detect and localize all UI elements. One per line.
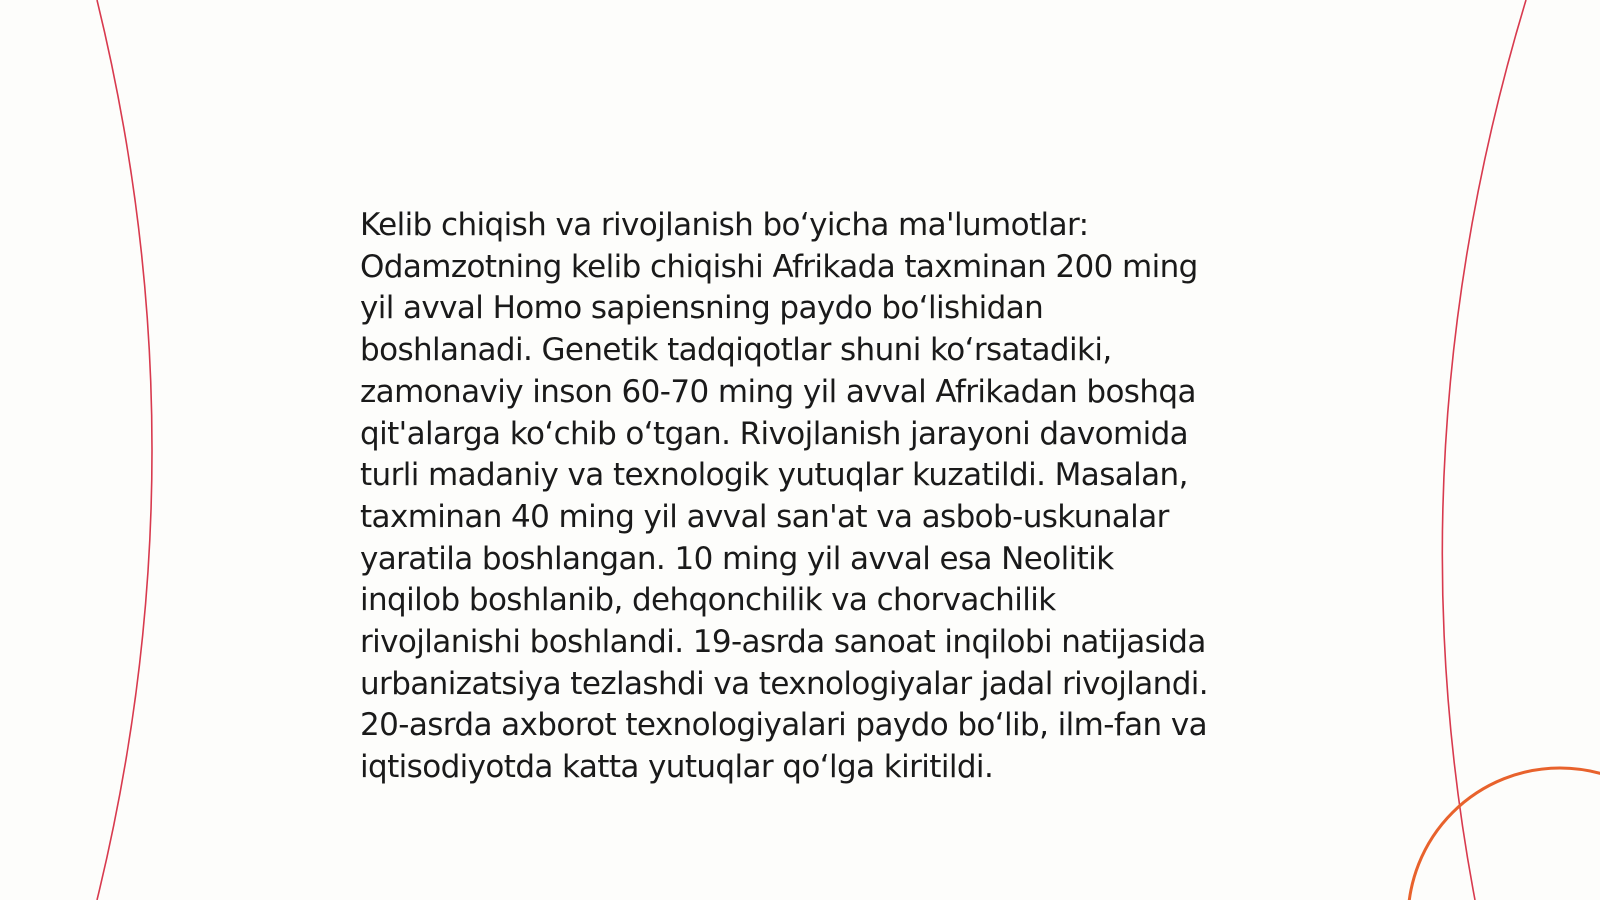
orange-ring	[1408, 768, 1600, 900]
left-arc-line	[97, 0, 152, 900]
right-arc-line	[1442, 0, 1526, 900]
slide-body-text: Kelib chiqish va rivojlanish bo‘yicha ma'lumotlar: Odamzotning kelib chiqishi Afrikada taxminan 200 ming yil avval Homo sapiensning paydo bo‘lishidan boshlanadi. Genetik tadqiqotlar shuni ko‘rsatadiki, zamonaviy inson 60-70 ming yil avval Afrikadan boshqa qit'alarga ko‘chib o‘tgan. Rivojlanish jarayoni davomida turli madaniy va texnologik yutuqlar kuzatildi. Masalan, taxminan 40 ming yil avval san'at va asbob-uskunalar yaratila boshlangan. 10 ming yil avval esa Neolitik inqilob boshlanib, dehqonchilik va chorvachilik rivojlanishi boshlandi. 19-asrda sanoat inqilobi natijasida urbanizatsiya tezlashdi va texnologiyalar jadal rivojlandi. 20-asrda axborot texnologiyalari paydo bo‘lib, ilm-fan va iqtisodiyotda katta yutuqlar qo‘lga kiritildi.	[360, 207, 1209, 786]
